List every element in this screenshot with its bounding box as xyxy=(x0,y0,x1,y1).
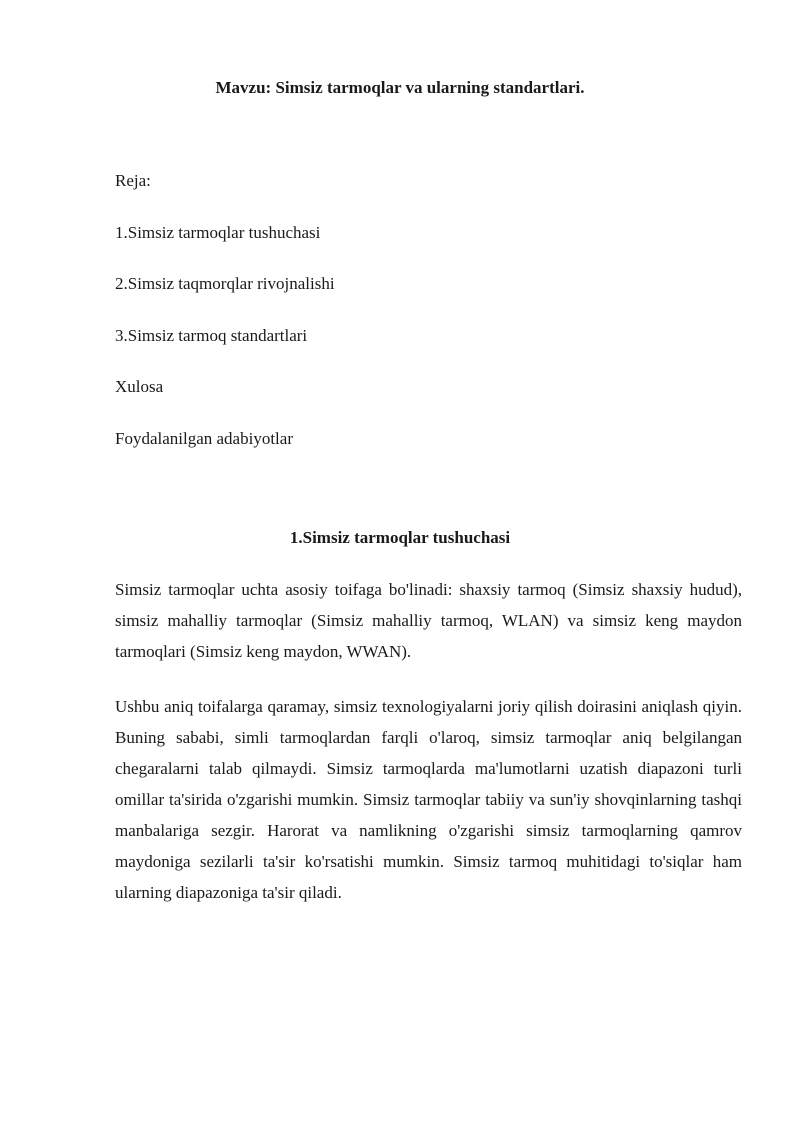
body-paragraph: Simsiz tarmoqlar uchta asosiy toifaga bo'linadi: shaxsiy tarmoq (Simsiz shaxsiy hudud), simsiz mahalliy tarmoqlar (Simsiz mahalliy tarmoq, WLAN) va simsiz keng maydon tarmoqlari (Simsiz keng maydon, WWAN). xyxy=(115,580,742,661)
plan-item: 2.Simsiz taqmorqlar rivojnalishi xyxy=(115,274,335,293)
plan-item: Xulosa xyxy=(115,377,164,396)
plan-item: 3.Simsiz tarmoq standartlari xyxy=(115,325,308,345)
document-title: Mavzu: Simsiz tarmoqlar va ularning standartlari. xyxy=(215,78,585,97)
plan-list xyxy=(115,170,715,479)
plan-heading: Reja: xyxy=(115,171,151,190)
plan-item: Foydalanilgan adabiyotlar xyxy=(115,428,293,448)
section-heading: 1.Simsiz tarmoqlar tushuchasi xyxy=(289,528,511,547)
body-paragraph: Ushbu aniq toifalarga qaramay, simsiz texnologiyalarni joriy qilish doirasini aniqlash qiyin. Buning sababi, simli tarmoqlardan farqli o'laroq, simsiz tarmoqlar aniq belgilangan chegaralarni talab qilmaydi. Simsiz tarmoqlarda ma'lumotlarni uzatish diapazoni turli omillar ta'sirida o'zgarishi mumkin. Simsiz tarmoqlar tabiiy va sun'iy shovqinlarning tashqi manbalariga sezgir. Harorat va namlikning o'zgarishi simsiz tarmoqlarning qamrov maydoniga sezilarli ta'sir ko'rsatishi mumkin. Simsiz tarmoq muhitidagi to'siqlar ham ularning diapazoniga ta'sir qiladi. xyxy=(115,697,742,902)
plan-item: 1.Simsiz tarmoqlar tushuchasi xyxy=(115,222,321,242)
